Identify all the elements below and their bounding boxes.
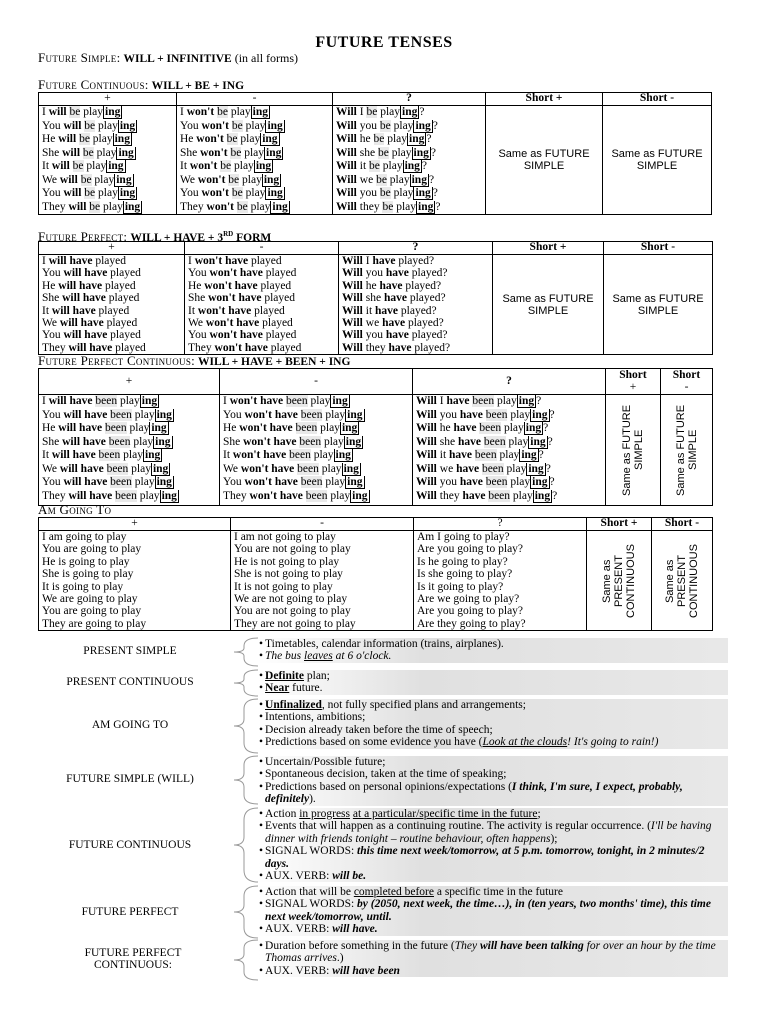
use-text: a specific time in the future	[433, 886, 563, 898]
fpc-positive-cell: I will have been play ing You will have been play ing He will have been play ing She will have been play ing It will have been play ing We will have been play ing You will have been play ing They will have been play ing	[39, 395, 220, 506]
fpc-header-short-plus-sign: +	[629, 381, 637, 393]
fc-header-minus: -	[177, 93, 333, 106]
agt-positive-line: You are going to play	[42, 543, 142, 556]
use-text: Near	[265, 682, 290, 695]
agt-negative-line: We are not going to play	[234, 593, 348, 606]
use-item	[258, 699, 728, 711]
agt-negative-line: She is not going to play	[234, 568, 343, 581]
fp-header-minus: -	[185, 242, 339, 255]
use-text: this time next week/tomorrow, at 5 p.m. tomorrow, tonight, in 2 minutes/2 days.	[265, 845, 705, 870]
use-text: AUX. VERB:	[265, 923, 333, 936]
use-text: will be.	[332, 870, 367, 883]
agt-positive-line: They are going to play	[42, 617, 147, 630]
use-text: Action	[265, 808, 300, 820]
use-item	[258, 808, 728, 820]
use-item	[258, 682, 728, 694]
future-perfect-table	[38, 241, 713, 355]
label-future-continuous: FUTURE CONTINUOUS	[68, 839, 192, 851]
agt-positive-line: We are going to play	[42, 593, 138, 606]
fpc-header-short-plus	[606, 369, 661, 395]
fpc-header-short-minus-sign: -	[684, 381, 689, 393]
use-item: • Uncertain/Possible future;	[258, 756, 728, 768]
use-item	[258, 736, 728, 748]
use-item	[258, 820, 728, 845]
uses-future-perfect-continuous	[258, 940, 728, 977]
fc-header-plus: +	[39, 93, 177, 106]
agt-header-short-plus: Short +	[587, 518, 652, 531]
agt-positive-line: You are going to play	[42, 605, 142, 618]
agt-negative-line: He is not going to play	[234, 555, 340, 568]
future-simple-label: Future Simple:	[38, 50, 121, 65]
fpc-short-minus-text: Same as FUTURE SIMPLE	[674, 404, 699, 496]
use-text: will have been	[332, 964, 400, 977]
fc-header-short-plus: Short +	[486, 93, 603, 106]
agt-short-minus-text: Same as PRESENT CONTINUOUS	[664, 543, 700, 618]
use-text: Action that will be	[265, 886, 354, 898]
fpc-header-short-minus-text: Short	[672, 369, 701, 381]
use-text: Predictions based on personal opinions/expectations (	[265, 780, 512, 793]
use-text: Definite	[265, 670, 304, 682]
brace-icon	[222, 668, 262, 698]
agt-header-plus: +	[39, 518, 231, 531]
use-text: will have been talking	[479, 940, 584, 952]
agt-positive-line: She is going to play	[42, 568, 134, 581]
fpc-header-short-minus	[661, 369, 713, 395]
agt-question-cell	[414, 531, 587, 631]
agt-positive-line: I am going to play	[42, 531, 127, 543]
use-text: .)	[336, 952, 344, 965]
use-item	[258, 965, 728, 977]
use-text: leaves	[304, 650, 333, 663]
fp-header-short-minus: Short -	[604, 242, 713, 255]
use-text: ;	[537, 808, 541, 820]
use-item: • Intentions, ambitions;	[258, 711, 728, 723]
fc-question-cell: Will I be play ing ? Will you be play ing ? Will he be play ing ? Will she be play ing ? Will it be play ing ? Will we be play ing ? Will you be play ing ? Will they be play ing ?	[333, 106, 486, 215]
use-text: They	[454, 940, 480, 952]
agt-question-line: Is he going to play?	[417, 555, 508, 568]
use-item	[258, 923, 728, 935]
brace-icon	[222, 884, 262, 940]
brace-icon	[222, 806, 262, 884]
label-future-simple: FUTURE SIMPLE (WILL)	[66, 773, 194, 785]
label-am-going-to: AM GOING TO	[91, 719, 169, 731]
am-going-to-label: Am Going To	[38, 502, 112, 517]
future-simple-note: (in all forms)	[234, 51, 299, 65]
future-perfect-continuous-table	[38, 368, 713, 506]
agt-short-plus-text: Same as PRESENT CONTINUOUS	[601, 543, 637, 618]
label-present-continuous: PRESENT CONTINUOUS	[66, 676, 194, 688]
fpc-short-minus-cell	[661, 395, 713, 506]
use-text: AUX. VERB:	[265, 870, 333, 883]
agt-question-line: Is it going to play?	[417, 580, 504, 593]
use-text: ).	[309, 793, 316, 806]
use-item	[258, 898, 728, 923]
use-item: • Timetables, calendar information (trains, airplanes).	[258, 638, 728, 650]
use-item	[258, 886, 728, 898]
use-text: completed before	[353, 886, 434, 898]
use-text: at 6 o'clock.	[332, 650, 392, 663]
page-title: FUTURE TENSES	[315, 34, 453, 51]
use-item	[258, 845, 728, 870]
fpc-header-minus: -	[220, 369, 413, 395]
use-text: by (2050, next week, the time…), in (ten years, two months' time), this time next week/tomorrow, until.	[265, 898, 711, 923]
agt-question-line: Are you going to play?	[417, 543, 524, 556]
fp-short-plus-cell: Same as FUTURE SIMPLE	[493, 255, 604, 355]
use-item	[258, 870, 728, 882]
use-text: I think, I'm sure, I expect, probably, definitely	[265, 780, 683, 806]
am-going-to-table	[38, 517, 713, 631]
agt-question-line: Are you going to play?	[417, 605, 524, 618]
use-item	[258, 940, 728, 965]
future-continuous-formula: WILL + BE + ING	[151, 80, 245, 92]
agt-header-minus: -	[231, 518, 414, 531]
future-simple-formula: WILL + INFINITIVE	[123, 53, 232, 65]
use-text: I'll be having dinner with friends tonight – routine behaviour, often happens	[265, 820, 712, 845]
use-item: • Spontaneous decision, taken at the time of speaking;	[258, 768, 728, 780]
uses-present-continuous	[258, 670, 728, 695]
brace-icon	[222, 938, 262, 982]
use-text: future.	[289, 682, 323, 695]
use-text: Look at the clouds	[482, 736, 568, 749]
use-text: );	[550, 832, 558, 845]
agt-header-question: ?	[414, 518, 587, 531]
agt-question-line: Are we going to play?	[417, 593, 520, 606]
uses-future-perfect	[258, 886, 728, 936]
agt-positive-cell	[39, 531, 231, 631]
agt-negative-line: You are not going to play	[234, 543, 351, 556]
fp-header-short-plus: Short +	[493, 242, 604, 255]
fc-header-question: ?	[333, 93, 486, 106]
future-continuous-label: Future Continuous:	[38, 77, 149, 92]
agt-positive-line: He is going to play	[42, 555, 130, 568]
use-text: , not fully specified plans and arrangements;	[321, 699, 526, 711]
fpc-short-plus-text: Same as FUTURE SIMPLE	[621, 404, 645, 496]
label-future-perfect-continuous: FUTURE PERFECT CONTINUOUS:	[84, 947, 182, 971]
use-text: SIGNAL WORDS:	[265, 845, 358, 858]
future-perfect-formula-sup: RD	[223, 230, 234, 238]
future-perfect-label: Future Perfect:	[38, 228, 128, 244]
brace-icon	[222, 697, 262, 755]
use-text: plan;	[304, 670, 330, 682]
use-text: for over an hour by the time Thomas arrives	[265, 940, 716, 965]
use-text: SIGNAL WORDS:	[265, 898, 358, 911]
use-item	[258, 650, 728, 662]
future-continuous-table	[38, 92, 712, 215]
fp-positive-cell: I will have played You will have played He will have played She will have played It will have played We will have played You will have played They will have played	[39, 255, 185, 355]
future-perfect-formula-end: FORM	[233, 231, 272, 244]
fpc-header-plus: +	[39, 369, 220, 395]
agt-negative-line: I am not going to play	[234, 531, 336, 543]
use-item: • Decision already taken before the time of speech;	[258, 724, 728, 736]
brace-icon	[222, 754, 262, 806]
uses-future-simple	[258, 756, 728, 806]
future-perfect-continuous-label: Future Perfect Continuous:	[38, 353, 196, 368]
use-text: The bus	[265, 650, 305, 663]
fpc-question-cell: Will I have been play ing ? Will you have been play ing ? Will he have been play ing ? Will she have been play ing ? Will it have been play ing ? Will we have been play ing ? Will you have been play ing ? Will they have been play ing ?	[413, 395, 606, 506]
fp-header-plus: +	[39, 242, 185, 255]
use-text: ! It's going to rain!)	[567, 736, 659, 749]
brace-icon	[222, 636, 262, 668]
uses-am-going-to	[258, 699, 728, 749]
agt-positive-line: It is going to play	[42, 580, 124, 593]
label-present-simple: PRESENT SIMPLE	[83, 645, 177, 657]
fp-negative-cell: I won't have played You won't have played He won't have played She won't have played It won't have played We won't have played You won't have played They won't have played	[185, 255, 339, 355]
future-perfect-formula: WILL + HAVE + 3	[130, 231, 224, 244]
fpc-short-plus-cell	[606, 395, 661, 506]
agt-negative-cell	[231, 531, 414, 631]
agt-header-short-minus: Short -	[652, 518, 713, 531]
uses-future-continuous	[258, 808, 728, 882]
fp-header-question: ?	[339, 242, 493, 255]
agt-negative-line: They are not going to play	[234, 617, 356, 630]
use-item	[258, 781, 728, 806]
future-continuous-heading	[38, 78, 244, 93]
use-text: Duration before something in the future (	[265, 940, 455, 952]
agt-short-plus-cell	[587, 531, 652, 631]
use-text: Unfinalized	[265, 699, 322, 711]
fc-header-short-minus: Short -	[603, 93, 712, 106]
use-text: AUX. VERB:	[265, 964, 333, 977]
agt-question-line: Am I going to play?	[417, 531, 510, 543]
agt-negative-line: It is not going to play	[234, 580, 333, 593]
uses-present-simple	[258, 638, 728, 663]
agt-short-minus-cell	[652, 531, 713, 631]
fpc-negative-cell: I won't have been play ing You won't have been play ing He won't have been play ing She won't have been play ing It won't have been play ing We won't have been play ing You won't have been play ing They won't have been play ing	[220, 395, 413, 506]
fpc-header-short-plus-text: Short	[619, 369, 647, 381]
fc-short-minus-cell: Same as FUTURE SIMPLE	[603, 106, 712, 215]
agt-question-line: Is she going to play?	[417, 568, 513, 581]
use-text: will have.	[332, 923, 378, 936]
use-text: Events that will happen as a continuing routine. The activity is regular occurrence. (	[265, 820, 651, 833]
use-text: Predictions based on some evidence you have (	[265, 736, 483, 749]
agt-negative-line: You are not going to play	[234, 605, 351, 618]
fc-positive-cell: I will be play ing You will be play ing He will be play ing She will be play ing It will be play ing We will be play ing You will be play ing They will be play ing	[39, 106, 177, 215]
fpc-header-question: ?	[413, 369, 606, 395]
label-future-perfect: FUTURE PERFECT	[81, 906, 179, 918]
future-perfect-continuous-formula: WILL + HAVE + BEEN + ING	[198, 356, 351, 368]
use-item	[258, 670, 728, 682]
use-text: in progress	[299, 808, 351, 820]
fp-question-cell: Will I have played? Will you have played? Will he have played? Will she have played? Will it have played? Will we have played? Will you have played? Will they have played?	[339, 255, 493, 355]
future-perfect-continuous-heading	[38, 354, 350, 369]
fc-short-plus-cell: Same as FUTURE SIMPLE	[486, 106, 603, 215]
fc-negative-cell: I won't be play ing You won't be play ing He won't be play ing She won't be play ing It won't be play ing We won't be play ing You won't be play ing They won't be play ing	[177, 106, 333, 215]
agt-question-line: Are they going to play?	[417, 617, 526, 630]
fp-short-minus-cell: Same as FUTURE SIMPLE	[604, 255, 713, 355]
am-going-to-heading	[38, 503, 111, 517]
future-simple-heading	[38, 51, 298, 66]
use-text: at a particular/specific time in the future	[352, 808, 538, 820]
